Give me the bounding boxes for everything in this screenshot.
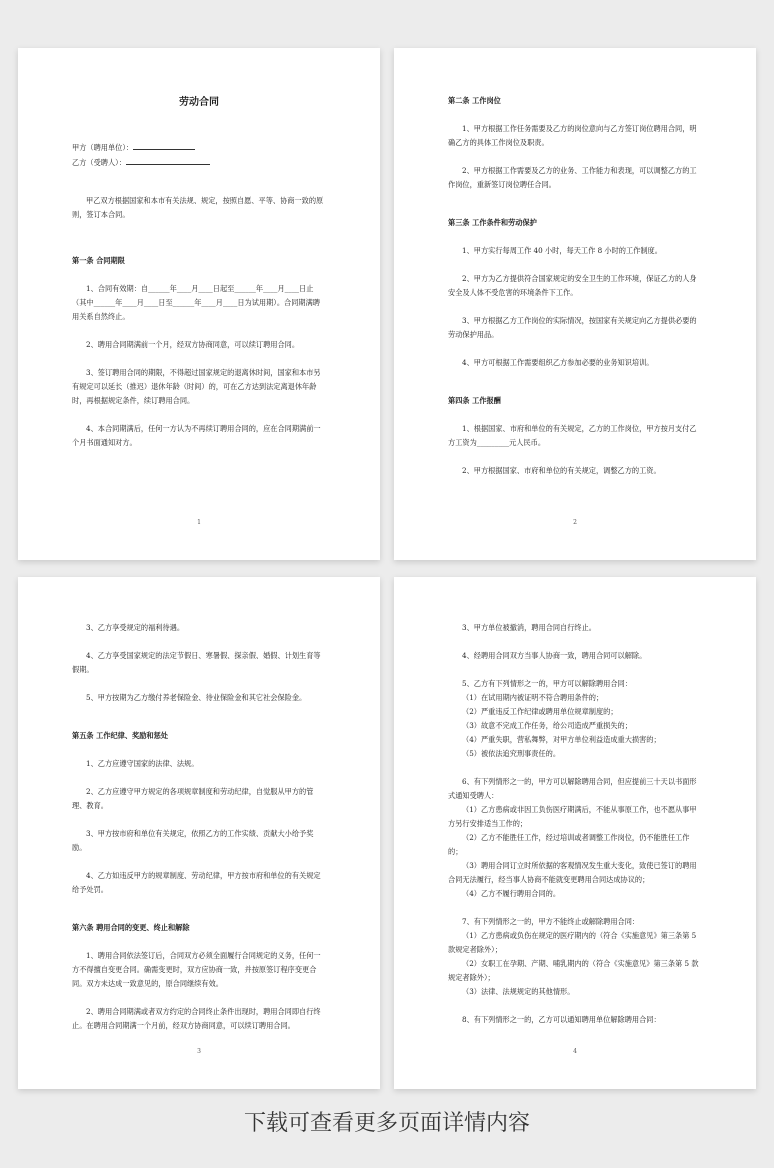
clause-5-item-5: （5）被依法追究刑事责任的。 bbox=[462, 749, 561, 758]
article-6-clause-3: 3、甲方单位被撤消，聘用合同自行终止。 bbox=[462, 623, 596, 632]
clause-5-item-3: （3）故意不完成工作任务，给公司造成严重损失的； bbox=[462, 721, 632, 730]
article-6-clause-1: 1、聘用合同依法签订后，合同双方必须全面履行合同规定的义务，任何一方不得擅自变更合同。确需变更时，双方应协商一致，并按原签订程序变更合同。双方未达成一致意见的，原合同继续有效。 bbox=[72, 951, 321, 988]
document-page-3 bbox=[18, 577, 380, 1089]
clause-7-item-1: （1）乙方患病或负伤在规定的医疗期内的（符合《实施意见》第三条第 5 款规定者除外）； bbox=[448, 931, 697, 954]
article-1-clause-2: 2、聘用合同期满前一个月，经双方协商同意，可以续订聘用合同。 bbox=[86, 340, 300, 349]
page-number: 3 bbox=[197, 1048, 201, 1055]
article-4-clause-5: 5、甲方按期为乙方缴付养老保险金、待业保险金和其它社会保险金。 bbox=[86, 693, 307, 702]
article-2-clause-1: 1、甲方根据工作任务需要及乙方的岗位意向与乙方签订岗位聘用合同，明确乙方的具体工作岗位及职责。 bbox=[448, 124, 697, 147]
article-1-heading: 第一条 合同期限 bbox=[72, 256, 125, 265]
party-b-line bbox=[72, 155, 326, 170]
article-6-heading: 第六条 聘用合同的变更、终止和解除 bbox=[72, 923, 190, 932]
article-5-clause-3: 3、甲方按市府和单位有关规定，依照乙方的工作实绩、贡献大小给予奖励。 bbox=[72, 829, 314, 852]
party-a-label: 甲方（聘用单位）： bbox=[72, 143, 134, 152]
article-3-clause-2: 2、甲方为乙方提供符合国家规定的安全卫生的工作环境，保证乙方的人身安全及人体不受危害的环境条件下工作。 bbox=[448, 274, 697, 297]
article-4-clause-4: 4、乙方享受国家规定的法定节假日、寒暑假、探亲假、婚假、计划生育等假期。 bbox=[72, 651, 321, 674]
download-caption: 下载可查看更多页面详情内容 bbox=[243, 1111, 530, 1136]
party-b-blank bbox=[126, 155, 210, 165]
clause-6-item-3: （3）聘用合同订立时所依据的客观情况发生重大变化，致使已签订的聘用合同无法履行，经当事人协商不能就变更聘用合同达成协议的； bbox=[448, 861, 697, 884]
clause-7-item-3: （3）法律、法规规定的其他情形。 bbox=[462, 987, 575, 996]
article-3-clause-4: 4、甲方可根据工作需要组织乙方参加必要的业务知识培训。 bbox=[462, 358, 654, 367]
intro-paragraph: 甲乙双方根据国家和本市有关法规、规定，按照自愿、平等、协商一致的原则，签订本合同。 bbox=[72, 196, 324, 219]
party-a-blank bbox=[133, 140, 195, 150]
article-6-clause-6: 6、有下列情形之一的，甲方可以解除聘用合同，但应提前三十天以书面形式通知受聘人： bbox=[448, 777, 697, 800]
clause-5-item-2: （2）严重违反工作纪律或聘用单位规章制度的； bbox=[462, 707, 618, 716]
article-3-clause-1: 1、甲方实行每周工作 40 小时，每天工作 8 小时的工作制度。 bbox=[462, 246, 662, 255]
page-number: 1 bbox=[197, 519, 201, 526]
article-4-clause-2: 2、甲方根据国家、市府和单位的有关规定，调整乙方的工资。 bbox=[462, 466, 661, 475]
party-a-line bbox=[72, 140, 326, 155]
article-1-clause-4: 4、本合同期满后，任何一方认为不再续订聘用合同的，应在合同期满前一个月书面通知对方。 bbox=[72, 424, 321, 447]
article-1-clause-1: 1、合同有效期：自______年____月____日起至______年____月____日止（其中______年____月____日至______年____月____日为试用期）。合同期满聘用关系自然终止。 bbox=[72, 284, 320, 321]
party-b-label: 乙方（受聘人）： bbox=[72, 158, 126, 167]
article-3-heading: 第三条 工作条件和劳动保护 bbox=[448, 218, 537, 227]
article-6-clause-5: 5、乙方有下列情形之一的，甲方可以解除聘用合同： bbox=[462, 679, 632, 688]
article-6-clause-7: 7、有下列情形之一的，甲方不能终止或解除聘用合同： bbox=[462, 917, 640, 926]
clause-6-item-1: （1）乙方患病或非因工负伤医疗期满后，不能从事原工作，也不愿从事甲方另行安排适当工作的； bbox=[448, 805, 697, 828]
article-5-clause-4: 4、乙方如违反甲方的规章制度、劳动纪律，甲方按市府和单位的有关规定给予处罚。 bbox=[72, 871, 321, 894]
article-5-heading: 第五条 工作纪律、奖励和惩处 bbox=[72, 731, 168, 740]
article-6-clause-4: 4、经聘用合同双方当事人协商一致，聘用合同可以解除。 bbox=[462, 651, 647, 660]
article-2-heading: 第二条 工作岗位 bbox=[448, 96, 501, 105]
page-number: 4 bbox=[573, 1048, 577, 1055]
clause-7-item-2: （2）女职工在孕期、产期、哺乳期内的（符合《实施意见》第三条第 5 款规定者除外）； bbox=[448, 959, 699, 982]
clause-6-item-4: （4）乙方不履行聘用合同的。 bbox=[462, 889, 561, 898]
page-number: 2 bbox=[573, 519, 577, 526]
document-page-1 bbox=[18, 48, 380, 560]
article-6-clause-2: 2、聘用合同期满或者双方约定的合同终止条件出现时，聘用合同即自行终止。在聘用合同期满一个月前，经双方协商同意，可以续订聘用合同。 bbox=[72, 1007, 321, 1030]
article-2-clause-2: 2、甲方根据工作需要及乙方的业务、工作能力和表现，可以调整乙方的工作岗位，重新签订岗位聘任合同。 bbox=[448, 166, 697, 189]
document-page-4 bbox=[394, 577, 756, 1089]
page-title: 劳动合同 bbox=[179, 97, 219, 108]
article-1-clause-3: 3、签订聘用合同的期限，不得超过国家规定的退离休时间，国家和本市另有规定可以延长（推迟）退休年龄（时间）的，可在乙方达到法定离退休年龄时，再根据规定条件，续订聘用合同。 bbox=[72, 368, 321, 405]
article-3-clause-3: 3、甲方根据乙方工作岗位的实际情况，按国家有关规定向乙方提供必要的劳动保护用品。 bbox=[448, 316, 697, 339]
article-5-clause-2: 2、乙方应遵守甲方规定的各项规章制度和劳动纪律，自觉服从甲方的管理、教育。 bbox=[72, 787, 314, 810]
article-4-clause-1: 1、根据国家、市府和单位的有关规定，乙方的工作岗位，甲方按月支付乙方工资为_________元人民币。 bbox=[448, 424, 697, 447]
document-page-2 bbox=[394, 48, 756, 560]
article-4-clause-3: 3、乙方享受规定的福利待遇。 bbox=[86, 623, 185, 632]
article-5-clause-1: 1、乙方应遵守国家的法律、法规。 bbox=[86, 759, 199, 768]
clause-5-item-4: （4）严重失职，营私舞弊，对甲方单位利益造成重大损害的； bbox=[462, 735, 661, 744]
article-4-heading: 第四条 工作报酬 bbox=[448, 396, 501, 405]
clause-5-item-1: （1）在试用期内被证明不符合聘用条件的； bbox=[462, 693, 604, 702]
clause-6-item-2: （2）乙方不能胜任工作，经过培训或者调整工作岗位，仍不能胜任工作的； bbox=[448, 833, 690, 856]
article-6-clause-8: 8、有下列情形之一的，乙方可以通知聘用单位解除聘用合同： bbox=[462, 1015, 661, 1024]
